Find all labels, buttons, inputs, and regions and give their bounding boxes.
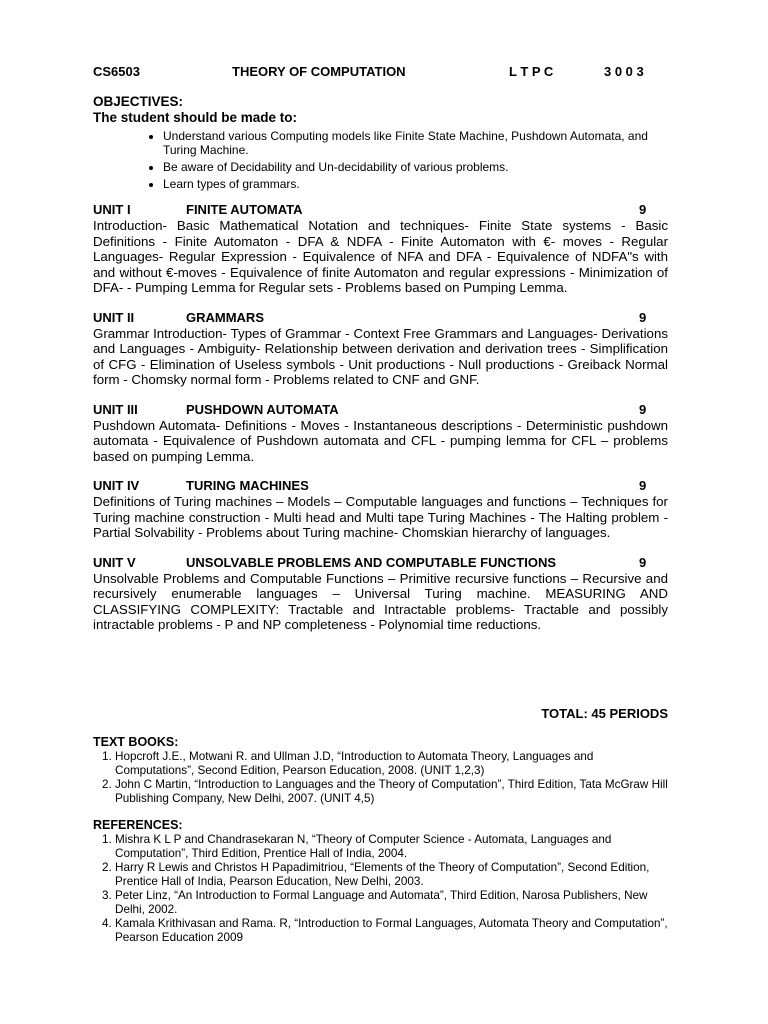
unit-hours: 9 (639, 478, 647, 493)
course-code: CS6503 (93, 64, 140, 79)
unit-hours: 9 (639, 554, 647, 570)
unit-content: Pushdown Automata- Definitions - Moves - Instantaneous descriptions - Deterministic pushdown automata - Equivalence of Pushdown automata and CFL - pumping lemma for CFL – problems based on pumping Lemma. (93, 417, 668, 464)
unit-content: Definitions of Turing machines – Models – Computable languages and functions – Techniques for Turing machine construction - Multi head and Multi tape Turing Machines - The Halting problem - Partial Solvability - Problems about Turing machine- Chomskian hierarchy of languages. (93, 494, 668, 540)
unit-number: UNIT IV (93, 478, 140, 493)
unit-heading (93, 555, 668, 571)
unit-title: TURING MACHINES (186, 478, 309, 493)
unit-block (93, 202, 668, 296)
unit-number: UNIT III (93, 401, 138, 417)
objective-item: • Understand various Computing models like Finite State Machine, Pushdown Automata, and Turing Machine. (163, 129, 673, 157)
objectives-heading: OBJECTIVES: (93, 94, 184, 109)
textbooks-list (93, 750, 668, 806)
objectives-list (93, 129, 673, 191)
textbook-item: 2. John C Martin, “Introduction to Languages and the Theory of Computation”, Third Edition, Tata McGraw Hill Publishing Company, New Delhi, 2007. (UNIT 4,5) (115, 778, 668, 806)
reference-item: 2. Harry R Lewis and Christos H Papadimitriou, “Elements of the Theory of Computation”, Second Edition, Prentice Hall of India, Pearson Education, New Delhi, 2003. (115, 861, 668, 889)
unit-title: UNSOLVABLE PROBLEMS AND COMPUTABLE FUNCTIONS (186, 554, 557, 570)
references-list (93, 833, 668, 945)
unit-content: Unsolvable Problems and Computable Functions – Primitive recursive functions – Recursive and recursively enumerable languages – Universal Turing machine. MEASURING AND CLASSIFYING COMPLEXITY: Tractable and Intractable problems- Tractable and possibly intractable problems - P and NP completeness - Polynomial time reductions. (93, 570, 668, 632)
references-section (93, 818, 668, 945)
unit-number: UNIT II (93, 309, 135, 325)
ltpc-values: 3 0 0 3 (604, 64, 644, 79)
reference-item: 1. Mishra K L P and Chandrasekaran N, “Theory of Computer Science - Automata, Languages and Computation”, Third Edition, Prentice Hall of India, 2004. (115, 833, 668, 861)
textbooks-section (93, 735, 668, 806)
total-periods: TOTAL: 45 PERIODS (541, 706, 668, 721)
unit-heading (93, 202, 668, 218)
unit-hours: 9 (639, 401, 647, 417)
objective-item: • Learn types of grammars. (163, 177, 673, 191)
unit-heading (93, 310, 668, 326)
textbook-item: 1. Hopcroft J.E., Motwani R. and Ullman J.D, “Introduction to Automata Theory, Languages and Computations”, Second Edition, Pearson Education, 2008. (UNIT 1,2,3) (115, 750, 668, 778)
objectives-section (93, 94, 673, 194)
reference-item: 4. Kamala Krithivasan and Rama. R, “Introduction to Formal Languages, Automata Theory and Computation”, Pearson Education 2009 (115, 917, 668, 945)
unit-number: UNIT V (93, 554, 136, 570)
unit-block (93, 402, 668, 465)
unit-hours: 9 (639, 202, 647, 217)
unit-content: Introduction- Basic Mathematical Notation and techniques- Finite State systems - Basic Definitions - Finite Automaton - DFA & NDFA - Finite Automaton with €- moves - Regular Languages- Regular Expression - Equivalence of NFA and DFA - Equivalence of NDFA"s with and without €-moves - Equivalence of finite Automaton and regular expressions - Minimization of DFA- - Pumping Lemma for Regular sets - Problems based on Pumping Lemma. (93, 218, 668, 295)
unit-block (93, 310, 668, 388)
unit-block (93, 478, 668, 541)
ltpc-label: L T P C (509, 64, 554, 79)
objective-item: • Be aware of Decidability and Un-decidability of various problems. (163, 160, 673, 174)
unit-heading (93, 402, 668, 418)
textbooks-heading: TEXT BOOKS: (93, 735, 179, 749)
objectives-subheading: The student should be made to: (93, 110, 298, 125)
unit-content: Grammar Introduction- Types of Grammar - Context Free Grammars and Languages- Derivations and Languages - Ambiguity- Relationship between derivation and derivation trees - Simplification of CFG - Elimination of Useless symbols - Unit productions - Null productions - Greiback Normal form - Chomsky normal form - Problems related to CNF and GNF. (93, 325, 668, 387)
units-section (93, 202, 668, 647)
references-heading: REFERENCES: (93, 818, 183, 832)
unit-title: GRAMMARS (186, 309, 264, 325)
course-title: THEORY OF COMPUTATION (232, 64, 406, 79)
unit-block (93, 555, 668, 633)
reference-item: 3. Peter Linz, “An Introduction to Formal Language and Automata”, Third Edition, Narosa Publishers, New Delhi, 2002. (115, 889, 668, 917)
unit-heading (93, 478, 668, 494)
unit-title: FINITE AUTOMATA (186, 202, 303, 217)
unit-title: PUSHDOWN AUTOMATA (186, 401, 339, 417)
unit-number: UNIT I (93, 202, 131, 217)
unit-hours: 9 (639, 309, 647, 325)
